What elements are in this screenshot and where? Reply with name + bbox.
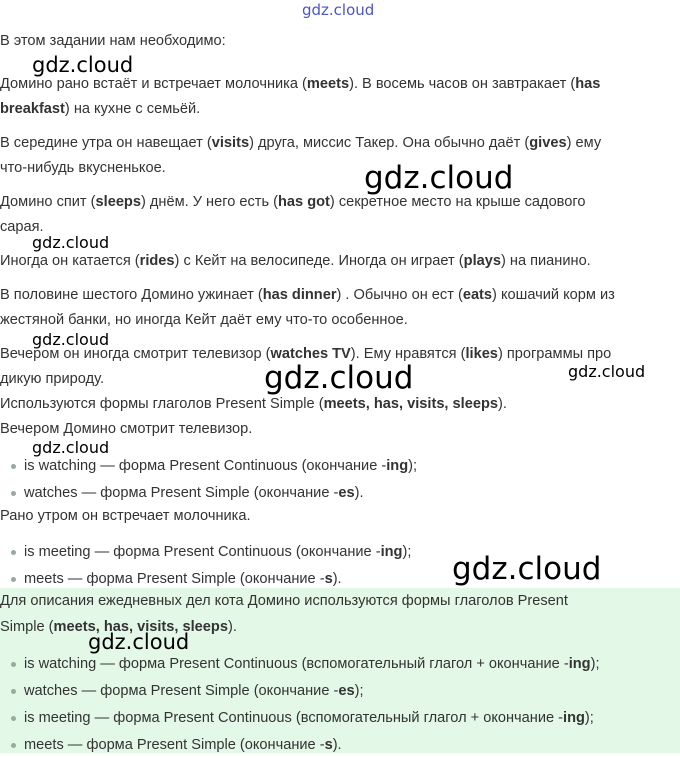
paragraph-8: Вечером Домино смотрит телевизор.	[0, 421, 253, 437]
answer-list-item: is meeting — форма Present Continuous (вспомогательный глагол + окончание -ing);	[0, 705, 680, 731]
bullet-icon	[11, 491, 16, 496]
intro-text: В этом задании нам необходимо:	[0, 33, 226, 49]
bullet-icon	[11, 716, 16, 721]
answer-list-item: is watching — форма Present Continuous (вспомогательный глагол + окончание -ing);	[0, 651, 680, 677]
bullet-icon	[11, 464, 16, 469]
list-item: is watching — форма Present Continuous (окончание -ing);	[0, 453, 680, 479]
paragraph-2-line-2: что-нибудь вкусненькое.	[0, 160, 166, 176]
paragraph-3-line-2: сарая.	[0, 219, 44, 235]
paragraph-7: Используются формы глаголов Present Simple (meets, has, visits, sleeps).	[0, 396, 507, 412]
paragraph-1-line-1: Домино рано встаёт и встречает молочника (meets). В восемь часов он завтракает (has	[0, 76, 601, 92]
bullet-icon	[11, 577, 16, 582]
bullet-icon	[11, 662, 16, 667]
paragraph-3-line-1: Домино спит (sleeps) днём. У него есть (has got) секретное место на крыше садового	[0, 194, 586, 210]
answer-line-2: Simple (meets, has, visits, sleeps).	[0, 619, 237, 635]
answer-list-item: meets — форма Present Simple (окончание -s).	[0, 732, 680, 758]
watermark: gdz.cloud	[452, 551, 602, 587]
bullet-icon	[11, 743, 16, 748]
watermark: gdz.cloud	[88, 630, 190, 654]
paragraph-5-line-2: жестяной банки, но иногда Кейт даёт ему что-то особенное.	[0, 312, 408, 328]
paragraph-6-line-1: Вечером он иногда смотрит телевизор (watches TV). Ему нравятся (likes) программы про	[0, 346, 612, 362]
watermark: gdz.cloud	[32, 233, 110, 252]
paragraph-6-line-2: дикую природу.	[0, 371, 105, 387]
watermark-top: gdz.cloud	[302, 1, 375, 19]
paragraph-1-line-2: breakfast) на кухне с семьёй.	[0, 101, 201, 117]
paragraph-9: Рано утром он встречает молочника.	[0, 508, 251, 524]
watermark: gdz.cloud	[364, 160, 514, 196]
paragraph-5-line-1: В половине шестого Домино ужинает (has dinner) . Обычно он ест (eats) кошачий корм из	[0, 287, 615, 303]
list-item: is meeting — форма Present Continuous (окончание -ing);	[0, 539, 680, 565]
bullet-icon	[11, 550, 16, 555]
watermark: gdz.cloud	[264, 360, 414, 396]
list-item: watches — форма Present Simple (окончание -es).	[0, 480, 680, 506]
paragraph-4: Иногда он катается (rides) с Кейт на велосипеде. Иногда он играет (plays) на пианино.	[0, 253, 591, 269]
watermark: gdz.cloud	[32, 53, 134, 77]
answer-list-item: watches — форма Present Simple (окончание -es);	[0, 678, 680, 704]
bullet-icon	[11, 689, 16, 694]
watermark: gdz.cloud	[32, 438, 110, 457]
watermark: gdz.cloud	[32, 330, 110, 349]
paragraph-2-line-1: В середине утра он навещает (visits) друга, миссис Такер. Она обычно даёт (gives) ему	[0, 135, 602, 151]
watermark: gdz.cloud	[568, 362, 646, 381]
list-item: meets — форма Present Simple (окончание -s).	[0, 566, 680, 592]
answer-line-1: Для описания ежедневных дел кота Домино используются формы глаголов Present	[0, 593, 568, 609]
